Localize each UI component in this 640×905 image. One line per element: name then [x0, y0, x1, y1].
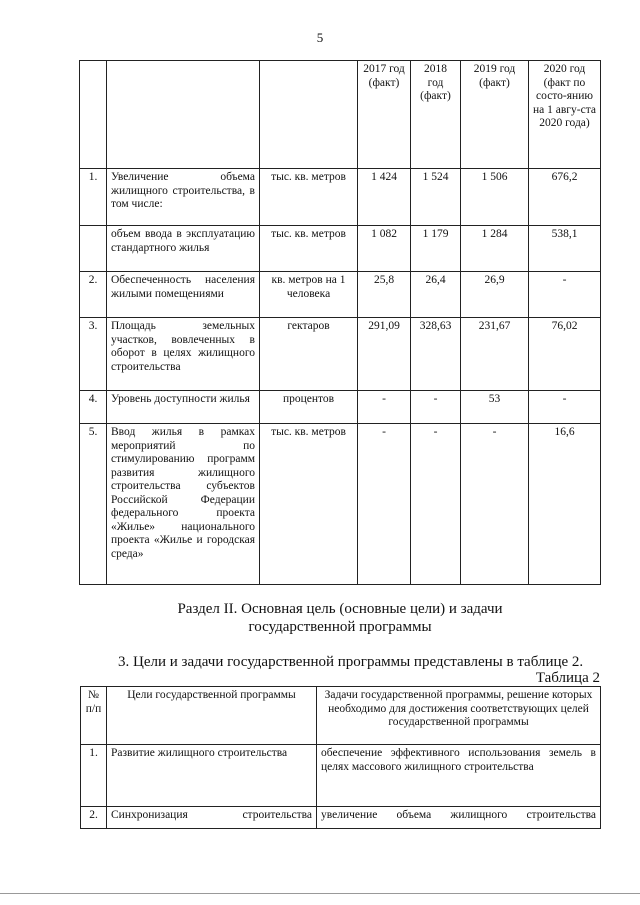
table-row: [80, 226, 601, 272]
page-number: 5: [316, 30, 324, 45]
header-2017: 2017 год (факт): [358, 61, 411, 169]
section-title: [80, 600, 600, 636]
table-row: [81, 807, 601, 829]
value-2018: 26,4: [411, 272, 461, 318]
value-2017: -: [358, 391, 411, 424]
header-number: № п/п: [81, 687, 107, 745]
table-row: [80, 318, 601, 391]
table-header-row: [81, 687, 601, 745]
value-2019: 1 284: [461, 226, 529, 272]
section-title-line-2: государственной программы: [248, 619, 432, 635]
indicator-unit: тыс. кв. метров: [260, 226, 358, 272]
table-header-row: [80, 61, 601, 169]
row-number: [80, 226, 107, 272]
row-number: 5.: [80, 424, 107, 585]
indicator-name: Уровень доступности жилья: [107, 391, 260, 424]
indicator-name: Обеспеченность населения жилыми помещениями: [107, 272, 260, 318]
indicator-unit: тыс. кв. метров: [260, 424, 358, 585]
value-2019: 26,9: [461, 272, 529, 318]
indicator-unit: кв. метров на 1 человека: [260, 272, 358, 318]
value-2017: 25,8: [358, 272, 411, 318]
value-2018: 1 524: [411, 169, 461, 226]
table-row: [80, 169, 601, 226]
header-2018: 2018 год (факт): [411, 61, 461, 169]
header-goals: Цели государственной программы: [107, 687, 317, 745]
task-cell: обеспечение эффективного использования земель в целях массового жилищного строительства: [317, 745, 601, 807]
goal-cell: Синхронизация строительства: [107, 807, 317, 829]
indicator-name: Площадь земельных участков, вовлеченных в оборот в целях жилищного строительства: [107, 318, 260, 391]
value-2020: 16,6: [529, 424, 601, 585]
header-2020: 2020 год (факт по состо-янию на 1 авгу-ста 2020 года): [529, 61, 601, 169]
table-row: [80, 424, 601, 585]
indicator-unit: тыс. кв. метров: [260, 169, 358, 226]
row-number: 2.: [81, 807, 107, 829]
value-2018: -: [411, 424, 461, 585]
table-row: [80, 272, 601, 318]
goals-table: [80, 686, 601, 829]
value-2018: 328,63: [411, 318, 461, 391]
value-2020: 538,1: [529, 226, 601, 272]
indicators-table: [79, 60, 601, 585]
indicator-unit: процентов: [260, 391, 358, 424]
header-cell: [260, 61, 358, 169]
task-cell: увеличение объема жилищного строительства: [317, 807, 601, 829]
value-2018: -: [411, 391, 461, 424]
value-2020: 676,2: [529, 169, 601, 226]
row-number: 4.: [80, 391, 107, 424]
page-bottom-rule: [0, 893, 640, 894]
goal-cell: Развитие жилищного строительства: [107, 745, 317, 807]
row-number: 2.: [80, 272, 107, 318]
row-number: 1.: [81, 745, 107, 807]
section-title-line-1: Раздел II. Основная цель (основные цели) и задачи: [177, 601, 503, 617]
header-cell: [107, 61, 260, 169]
indicator-name: Увеличение объема жилищного строительства, в том числе:: [107, 169, 260, 226]
table-2-label: Таблица 2: [535, 670, 600, 686]
value-2019: 231,67: [461, 318, 529, 391]
value-2020: -: [529, 391, 601, 424]
row-number: 1.: [80, 169, 107, 226]
value-2017: 1 082: [358, 226, 411, 272]
value-2020: 76,02: [529, 318, 601, 391]
value-2019: -: [461, 424, 529, 585]
table-row: [80, 391, 601, 424]
value-2020: -: [529, 272, 601, 318]
value-2017: 291,09: [358, 318, 411, 391]
header-2019: 2019 год (факт): [461, 61, 529, 169]
table-row: [81, 745, 601, 807]
value-2017: -: [358, 424, 411, 585]
value-2017: 1 424: [358, 169, 411, 226]
row-number: 3.: [80, 318, 107, 391]
value-2019: 53: [461, 391, 529, 424]
header-cell: [80, 61, 107, 169]
indicator-name: Ввод жилья в рамках мероприятий по стимулированию программ развития жилищного строительства субъектов Российской Федерации федерального проекта «Жилье» национального проекта «Жилье и городская среда»: [107, 424, 260, 585]
value-2018: 1 179: [411, 226, 461, 272]
indicator-unit: гектаров: [260, 318, 358, 391]
value-2019: 1 506: [461, 169, 529, 226]
intro-paragraph: 3. Цели и задачи государственной программы представлены в таблице 2.: [118, 654, 584, 670]
indicator-name: объем ввода в эксплуатацию стандартного жилья: [107, 226, 260, 272]
header-tasks: Задачи государственной программы, решение которых необходимо для достижения соответствующих целей государственной программы: [317, 687, 601, 745]
